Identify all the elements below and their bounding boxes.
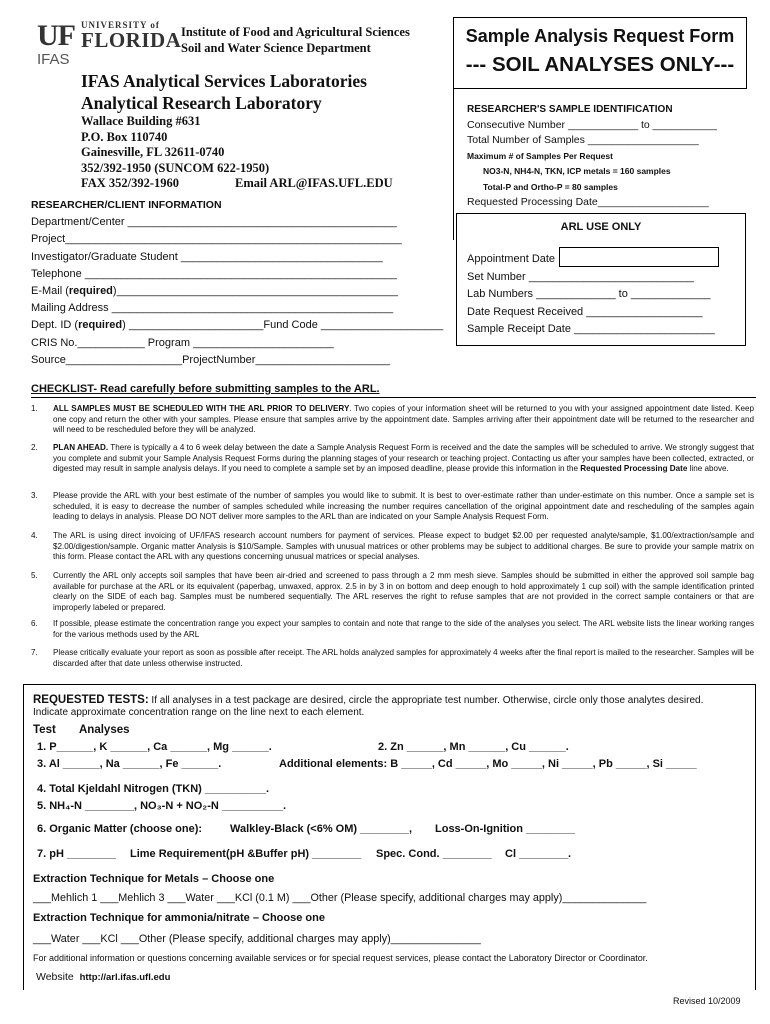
institute-header [181, 24, 410, 56]
test-6-label[interactable]: 6. Organic Matter (choose one): [37, 823, 203, 835]
additional-elements-row[interactable]: Additional elements: B _____, Cd _____, Mo _____, Ni _____, Pb _____, Si _____ [279, 758, 697, 770]
checklist-rule [31, 397, 756, 398]
checklist-item-body: Please provide the ARL with your best estimate of the number of samples you would like to submit. It is best to over-estimate rather than under-estimate on this number. Once a sample set is scheduled, it is easy to decrease the number of samples scheduled while increasing the number requires cancellation of the original appointment date and rescheduling of the samples again leading to delays in analysis. Please DO NOT deliver more samples to the ARL than are indicated on your Sample Analysis Request Form. [53, 491, 754, 521]
checklist-item-number: 2. [31, 443, 38, 452]
checklist-item-text [53, 531, 754, 563]
checklist-item-emphasis: Requested Processing Date [580, 464, 688, 473]
logo-uf-mark: UF [37, 19, 75, 52]
appointment-date-label: Appointment Date [467, 253, 556, 265]
checklist-item-body: . Two copies of your information sheet will be returned to you with your assigned appointment date listed. Keep one copy and return the other with your samples. Please ensure that samples arrive by the appointment date. Samples arriving after their appointment date will be returned to the researcher and will need to be rescheduled before they will be analyzed. [53, 404, 754, 434]
lab-title [81, 70, 367, 114]
checklist-item-number: 5. [31, 571, 38, 580]
uf-ifas-logo [37, 17, 182, 69]
checklist-item [31, 491, 754, 523]
checklist-item [31, 571, 754, 613]
checklist-item-body: Currently the ARL only accepts soil samples that have been air-dried and screened to pass through a 2 mm mesh sieve. Samples should be submitted in either the approved soil sample bag available for purchase at the ARL or its equivalent (paperbag, unwaxed, approx. 2.5 in by 3 in on bottom and deep enough to hold approximately 1 cup soil) with the sample identification printed clearly on the SIDE of each bag. Samples must be numbered sequentially. The ARL reserves the right to refuse samples that are not provided in the correct sample containers or that are improperly labeled or prepared. [53, 571, 754, 612]
address-line2: P.O. Box 110740 [81, 129, 168, 144]
max-samples-totalp: Total-P and Ortho-P = 80 samples [483, 181, 618, 192]
website-line [36, 971, 170, 983]
address-line3: Gainesville, FL 32611-0740 [81, 145, 225, 159]
vertical-divider [453, 88, 454, 240]
checklist-item-text [53, 571, 754, 613]
test-1-row[interactable]: 1. P______, K ______, Ca ______, Mg ______. [37, 741, 272, 753]
checklist-item-body: line above. [687, 464, 729, 473]
tests-intro-text: If all analyses in a test package are desired, circle the appropriate test number. Otherwise, circle only those analytes desired. [148, 695, 704, 706]
test-4-row[interactable]: 4. Total Kjeldahl Nitrogen (TKN) __________. [37, 783, 270, 795]
logo-florida-text: FLORIDA [81, 28, 182, 52]
checklist-item-text [53, 619, 754, 640]
arl-use-heading: ARL USE ONLY [560, 221, 642, 233]
ammonia-extraction-heading: Extraction Technique for ammonia/nitrate – Choose one [33, 912, 325, 924]
cris-program-field[interactable]: CRIS No.___________ Program _______________________ [31, 336, 334, 349]
lab-address [81, 114, 393, 192]
total-samples-field[interactable]: Total Number of Samples ___________________ [467, 134, 699, 146]
logo-ifas-text: IFAS [37, 51, 70, 68]
chloride-option[interactable]: Cl ________. [505, 848, 572, 860]
spec-cond-option[interactable]: Spec. Cond. ________ [376, 848, 492, 860]
checklist-item [31, 648, 754, 669]
lab-title-line2: Analytical Research Laboratory [81, 93, 322, 113]
checklist-item-number: 4. [31, 531, 38, 540]
dept-id-label: Dept. ID ( [31, 319, 79, 332]
email-field[interactable] [31, 283, 443, 300]
max-samples-heading: Maximum # of Samples Per Request [467, 150, 613, 161]
tests-heading: REQUESTED TESTS: [33, 694, 149, 706]
checklist-heading: CHECKLIST- Read carefully before submitting samples to the ARL. [31, 383, 380, 395]
checklist-item [31, 404, 754, 436]
tests-intro-2: Indicate approximate concentration range on the line next to each element. [33, 707, 365, 718]
checklist-item-number: 6. [31, 619, 38, 628]
website-link[interactable]: http://arl.ifas.ufl.edu [79, 972, 171, 983]
form-title-box [453, 17, 747, 89]
institute-name: Institute of Food and Agricultural Sciences [181, 25, 410, 39]
lab-numbers-field[interactable]: Lab Numbers _____________ to _____________ [467, 288, 711, 300]
tests-intro [33, 694, 703, 706]
metals-extraction-options[interactable]: ___Mehlich 1 ___Mehlich 3 ___Water ___KCl (0.1 M) ___Other (Please specify, additional charges may apply)______________ [33, 892, 647, 904]
revision-date: Revised 10/2009 [673, 996, 741, 1006]
loss-on-ignition-option[interactable]: Loss-On-Ignition ________ [435, 823, 575, 835]
ammonia-extraction-options[interactable]: ___Water ___KCl ___Other (Please specify, additional charges may apply)_______________ [33, 933, 481, 945]
address-email: Email ARL@IFAS.UFL.EDU [235, 176, 393, 190]
checklist-item-text [53, 443, 754, 475]
checklist-item-emphasis: PLAN AHEAD. [53, 443, 109, 452]
col-test-label: Test [33, 724, 56, 736]
arl-use-only-box [456, 213, 746, 346]
email-line: )______________________________________________ [112, 285, 398, 298]
requested-processing-date-field[interactable]: Requested Processing Date___________________ [467, 196, 709, 208]
researcher-id-heading: RESEARCHER'S SAMPLE IDENTIFICATION [467, 104, 673, 115]
lime-requirement-option[interactable]: Lime Requirement(pH &Buffer pH) ________ [130, 848, 362, 860]
researcher-sample-id-section [467, 102, 717, 211]
dept-id-required-label: required [78, 319, 123, 332]
checklist-item-emphasis: ALL SAMPLES MUST BE SCHEDULED WITH THE ARL PRIOR TO DELIVERY [53, 404, 350, 413]
checklist-item-body: If possible, please estimate the concentration range you expect your samples to contain and note that range to the side of the analyses you select. The ARL website lists the linear working ranges for the various methods used by the ARL [53, 619, 754, 639]
checklist-item-number: 3. [31, 491, 38, 500]
department-field[interactable]: Department/Center ____________________________________________ [31, 216, 397, 229]
checklist-item-body: There is typically a 4 to 6 week delay between the date a Sample Analysis Request Form is received and the date the samples will be scheduled to arrive. We strongly suggest that you complete and submit your Sample Analysis Request Forms during the planning stages of your research or teaching project. Contacting us after your samples have been collected, extracted, or digested may result in sample analysis delays. If you need to complete a sample set by an imposed deadline, please provide this information in the [53, 443, 755, 473]
checklist-item-body: The ARL is using direct invoicing of UF/IFAS research account numbers for payment of services. Please expect to budget $2.00 per requested analyte/sample, $1.00/extraction/sample and $2.00/digestion/sample. Organic matter Analysis is $10/Sample. Samples with unusual matrices or other problems may be subject to additional charges. Be sure to provide your sample matrix on this form. Please contact the ARL with any questions concerning unusual matrices or special analyses. [53, 531, 754, 561]
walkley-black-option[interactable]: Walkley-Black (<6% OM) ________, [230, 823, 413, 835]
consecutive-number-field[interactable]: Consecutive Number ____________ to ___________ [467, 118, 717, 131]
telephone-field[interactable]: Telephone ___________________________________________________ [31, 267, 397, 280]
date-received-field[interactable]: Date Request Received ___________________ [467, 305, 703, 318]
checklist-item [31, 443, 754, 475]
checklist-item-text [53, 648, 754, 669]
checklist-item-text [53, 404, 754, 436]
department-name: Soil and Water Science Department [181, 41, 371, 55]
test-5-row[interactable]: 5. NH₄-N ________, NO₃-N + NO₂-N __________. [37, 800, 287, 812]
mailing-address-field[interactable]: Mailing Address ______________________________________________ [31, 302, 394, 315]
client-info-heading: RESEARCHER/CLIENT INFORMATION [31, 199, 222, 211]
test-3-row[interactable]: 3. Al ______, Na ______, Fe ______. [37, 758, 222, 770]
set-number-field[interactable]: Set Number ___________________________ [467, 270, 694, 283]
source-project-field[interactable]: Source___________________ProjectNumber______________________ [31, 353, 391, 366]
checklist-item-number: 1. [31, 404, 38, 413]
form-title: Sample Analysis Request Form [465, 26, 735, 46]
email-label: E-Mail ( [31, 285, 69, 298]
dept-id-fund-line: ) ______________________Fund Code ____________________ [122, 319, 444, 332]
metals-extraction-heading: Extraction Technique for Metals – Choose one [33, 873, 275, 885]
checklist-item-number: 7. [31, 648, 38, 657]
checklist-item-text [53, 491, 754, 523]
lab-title-line1: IFAS Analytical Services Laboratories [81, 71, 367, 91]
website-label: Website [36, 971, 74, 983]
address-line1: Wallace Building #631 [81, 114, 201, 128]
test-7-ph[interactable]: 7. pH ________ [37, 848, 116, 860]
contact-info: For additional information or questions concerning available services or for special request services, please contact the Laboratory Director or Coordinator. [33, 953, 648, 963]
logo-university-text: UNIVERSITY of [81, 20, 160, 30]
col-analyses-label: Analyses [79, 724, 130, 736]
investigator-field[interactable]: Investigator/Graduate Student _________________________________ [31, 250, 383, 263]
max-samples-no3: NO3-N, NH4-N, TKN, ICP metals = 160 samples [483, 166, 671, 176]
checklist-item-body: Please critically evaluate your report as soon as possible after receipt. The ARL holds analyzed samples for approximately 4 weeks after the final report is mailed to the researcher. Samples will be discarded after that date unless otherwise instructed. [53, 648, 754, 668]
test-2-row[interactable]: 2. Zn ______, Mn ______, Cu ______. [378, 741, 569, 753]
checklist-item [31, 531, 754, 563]
email-required-label: required [68, 285, 113, 298]
address-phone: 352/392-1950 (SUNCOM 622-1950) [81, 160, 270, 175]
checklist-item [31, 619, 754, 640]
requested-tests-box [23, 684, 756, 990]
client-info-section [31, 197, 443, 369]
address-fax: FAX 352/392-1960 [81, 176, 180, 190]
sample-receipt-date-field[interactable]: Sample Receipt Date _______________________ [467, 323, 715, 335]
form-subtitle: --- SOIL ANALYSES ONLY--- [465, 53, 735, 76]
project-field[interactable]: Project_______________________________________________________ [31, 233, 402, 246]
dept-id-field[interactable] [31, 317, 443, 334]
